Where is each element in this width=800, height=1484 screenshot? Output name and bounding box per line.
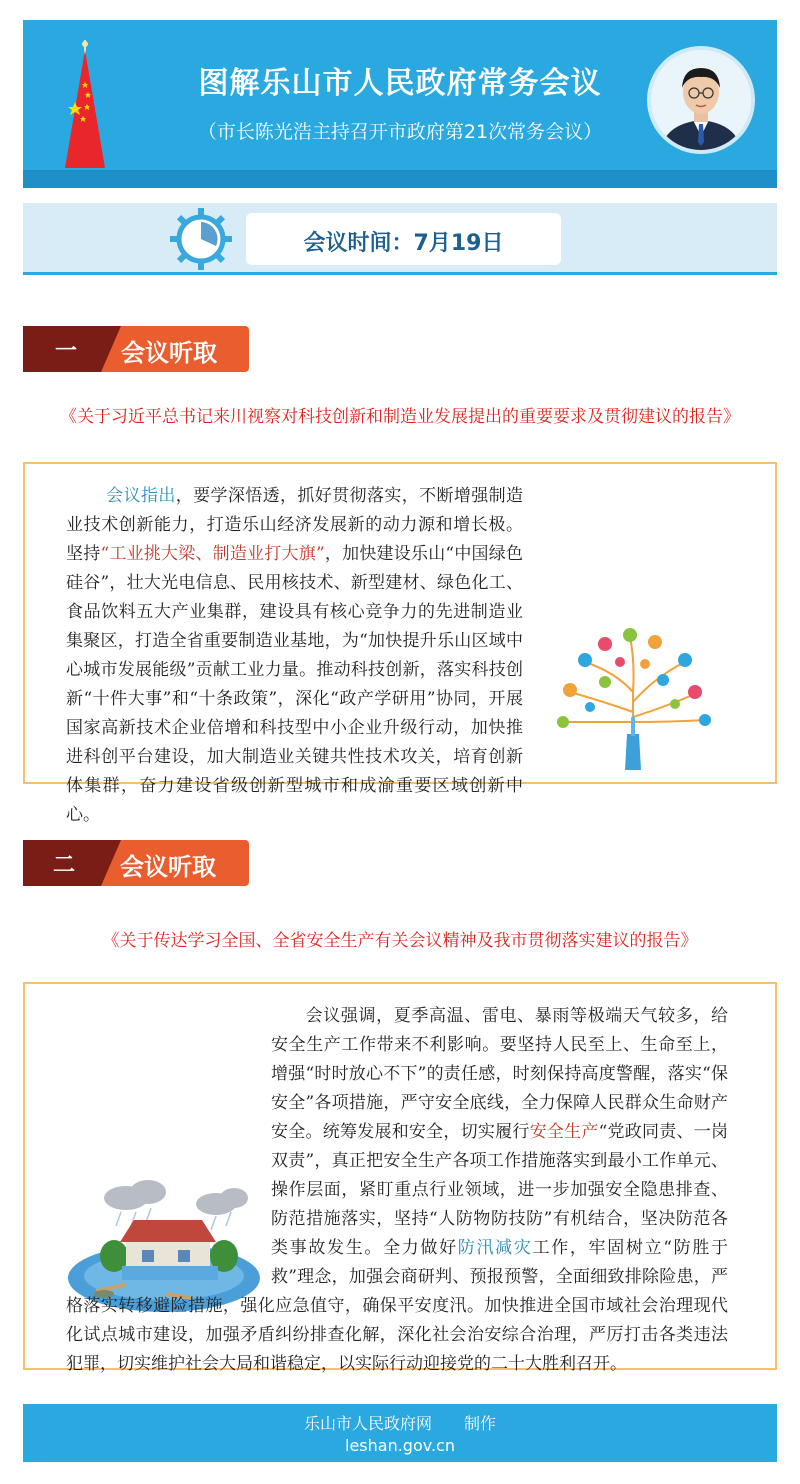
section-2-number: 二 xyxy=(53,853,76,878)
section-1-paragraph xyxy=(66,482,728,830)
section-1-label: 会议听取 xyxy=(121,339,217,367)
float-spacer xyxy=(66,1176,271,1286)
footer-producer: 乐山市人民政府网 制作 xyxy=(303,1414,496,1433)
highlight-flood-prevention: 防汛减灾 xyxy=(457,1238,533,1258)
page-title: 图解乐山市人民政府常务会议 xyxy=(198,66,602,101)
section-2-report-title: 《关于传达学习全国、全省安全生产有关会议精神及我市贯彻落实建议的报告》 xyxy=(102,931,698,951)
text-run: 工作，牢固树立“防胜于救”理念，加强会商研判、预报预警，全面细致排除险患，严格落实转移避险措施，强化应急值守，确保平安度汛。加快推进全国市域社会治理现代化试点城市建设，加强矛盾纠纷排查化解，深化社会治安综合治理，严厉打击各类违法犯罪，切实维护社会大局和谐稳定，以实际行动迎接党的二十大胜利召开。 xyxy=(66,1238,728,1374)
section-2-label: 会议听取 xyxy=(120,853,216,881)
text-run: ，加快建设乐山“中国绿色硅谷”，壮大光电信息、民用核技术、新型建材、绿色化工、食品饮料五大产业集群，建设具有核心竞争力的先进制造业集聚区，打造全省重要制造业基地，为“加快提升乐山区域中心城市发展能级”贡献工业力量。推动科技创新，落实科技创新“十件大事”和“十条政策”，深化“政产学研用”协同，开展国家高新技术企业倍增和科技型中小企业升级行动，加快推进科创平台建设，加大制造业关键共性技术攻关，培育创新体集群，奋力建设省级创新型城市和成渝重要区域创新中心。 xyxy=(66,544,523,825)
page-subtitle: （市长陈光浩主持召开市政府第21次常务会议） xyxy=(197,121,603,143)
mayor-portrait xyxy=(647,46,755,154)
float-spacer xyxy=(523,622,728,782)
footer-url[interactable]: leshan.gov.cn xyxy=(345,1436,455,1455)
meeting-time: 会议时间：7月19日 xyxy=(303,231,504,256)
clock-gear-icon xyxy=(168,206,234,272)
text-run: ，要学深悟透，抓好贯彻落实，不断增强制造业技术创新能力，打造乐山经济发展新的动力源和增长极。坚持 xyxy=(66,486,524,564)
text-run: 会议强调，夏季高温、雷电、暴雨等极端天气较多，给安全生产工作带来不利影响。要坚持人民至上、生命至上，增强“时时放心不下”的责任感，时刻保持高度警醒，落实“保安全”各项措施，严守安全底线，全力保障人民群众生命财产安全。统筹发展和安全，切实履行 xyxy=(271,1006,728,1142)
highlight-safety-production: 安全生产 xyxy=(529,1122,599,1142)
highlight-industry-slogan: “工业挑大梁、制造业打大旗” xyxy=(100,544,325,564)
portrait-image xyxy=(651,50,751,150)
highlight-meeting-pointed-out: 会议指出 xyxy=(105,486,176,506)
text-run: “党政同责、一岗双责”，真正把安全生产各项工作措施落实到最小工作单元、操作层面，紧盯重点行业领域，进一步加强安全隐患排查、防范措施落实，坚持“人防物防技防”有机结合，坚决防范各类事故发生。全力做好 xyxy=(271,1122,728,1258)
header-banner-strip xyxy=(23,170,777,188)
section-2-paragraph xyxy=(66,1002,728,1379)
section-1-report-title: 《关于习近平总书记来川视察对科技创新和制造业发展提出的重要要求及贯彻建议的报告》 xyxy=(60,407,740,427)
section-1-number: 一 xyxy=(55,339,78,364)
flag-icon xyxy=(55,40,115,170)
